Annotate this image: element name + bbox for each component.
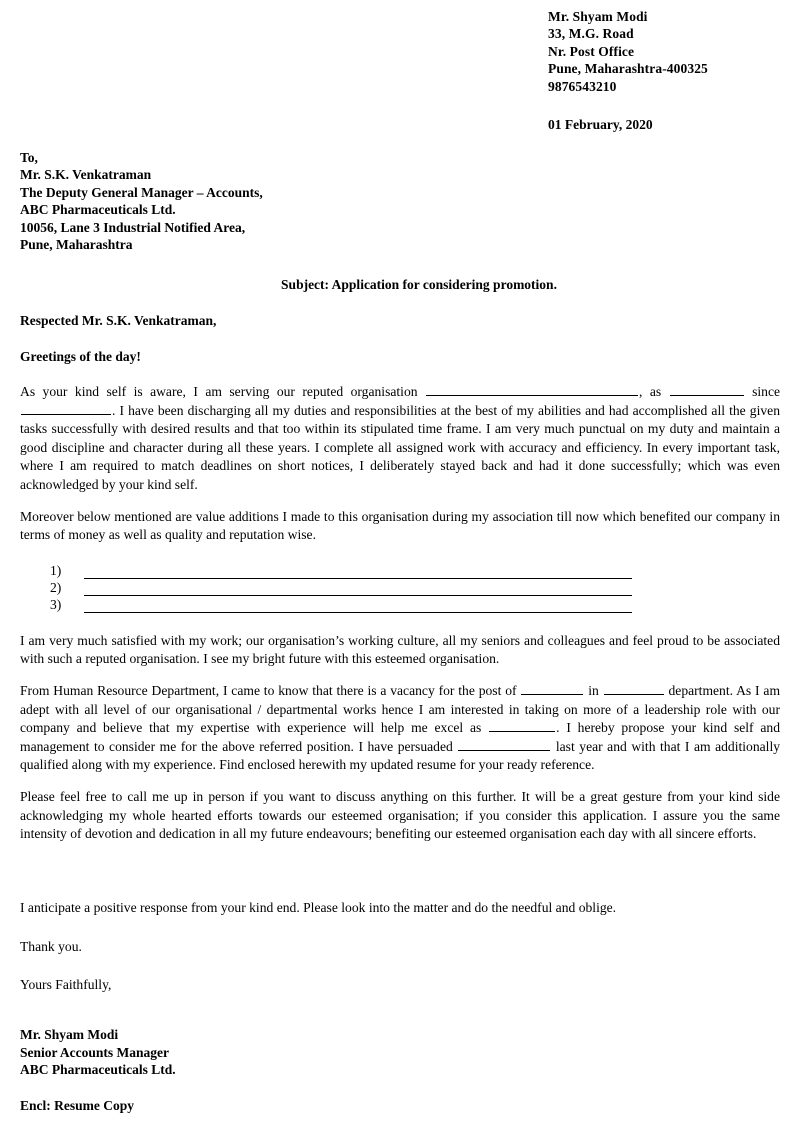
paragraph-1-text-c: since [752, 384, 781, 399]
blank-value-addition-1[interactable] [84, 567, 632, 579]
blank-post-name[interactable] [521, 682, 583, 695]
list-item-number: 3) [50, 596, 62, 612]
blank-designation[interactable] [670, 383, 744, 396]
list-item-number: 2) [50, 579, 62, 595]
signature-designation: Senior Accounts Manager [20, 1044, 169, 1060]
signature-block [20, 1026, 176, 1079]
recipient-name: Mr. S.K. Venkatraman [20, 167, 152, 183]
paragraph-4-text-e: last year and with that I am additionally qualified along with my experience. Find enclosed herewith my updated resume for your ready reference. [20, 738, 781, 773]
paragraph-4-text-a: From Human Resource Department, I came to know that there is a vacancy for the post of [20, 682, 517, 698]
enclosure-note: Encl: Resume Copy [20, 1098, 134, 1113]
paragraph-1-text-b: , as [639, 384, 662, 399]
recipient-city-state: Pune, Maharashtra [20, 237, 133, 253]
list-item [20, 579, 780, 596]
list-item [20, 596, 780, 613]
paragraph-4-text-b: in [588, 682, 599, 698]
blank-value-addition-3[interactable] [84, 601, 632, 613]
recipient-street: 10056, Lane 3 Industrial Notified Area, [20, 219, 246, 235]
value-additions-list [20, 562, 780, 613]
paragraph-4 [20, 682, 780, 775]
paragraph-2: Moreover below mentioned are value additions I made to this organisation during my association till now which benefited our company in terms of money as well as quality and reputation wise. [20, 508, 780, 543]
blank-excel-role[interactable] [489, 719, 555, 732]
closing-area [20, 899, 780, 1015]
closing-request: I anticipate a positive response from your kind end. Please look into the matter and do the needful and oblige. [20, 900, 617, 915]
paragraph-4-text-d: . I hereby propose your kind self and management to consider me for the above referred position. I have persuaded [20, 720, 781, 754]
list-item [20, 562, 780, 579]
paragraph-4-text-c: department. As I am adept with all level of our organisational / departmental works hence I am interested in taking on more of a leadership role with our company and believe that my expertise with experience will help me excel as [20, 682, 781, 736]
recipient-to-label: To, [20, 150, 38, 165]
signature-company: ABC Pharmaceuticals Ltd. [20, 1062, 176, 1078]
thank-you-line: Thank you. [20, 938, 82, 954]
sender-name: Mr. Shyam Modi [548, 9, 648, 24]
letter-date: 01 February, 2020 [548, 117, 653, 132]
paragraph-3: I am very much satisfied with my work; our organisation’s working culture, all my seniors and colleagues and feel proud to be associated with such a reputed organisation. I see my bright future with this esteemed organisation. [20, 632, 780, 667]
sender-landmark: Nr. Post Office [548, 43, 635, 59]
sender-street: 33, M.G. Road [548, 26, 634, 42]
signature-name: Mr. Shyam Modi [20, 1027, 119, 1042]
blank-department-name[interactable] [604, 682, 664, 695]
salutation: Respected Mr. S.K. Venkatraman, [20, 313, 217, 328]
blank-since-date[interactable] [21, 402, 111, 415]
paragraph-1-text-a: As your kind self is aware, I am serving our reputed organisation [20, 384, 418, 399]
subject-line: Subject: Application for considering promotion. [281, 277, 557, 292]
blank-persuaded-qualification[interactable] [458, 738, 550, 751]
valediction: Yours Faithfully, [20, 977, 112, 993]
recipient-company: ABC Pharmaceuticals Ltd. [20, 202, 176, 218]
sender-phone: 9876543210 [548, 78, 617, 94]
greeting: Greetings of the day! [20, 349, 141, 364]
paragraph-5: Please feel free to call me up in person if you want to discuss anything on this further. It will be a great gesture from your kind side acknowledging my whole hearted efforts towards our esteemed organisation; if you consider this application. I assure you the same intensity of devotion and dedication in all my future endeavours; benefiting our esteemed organisation each day with all sincere efforts. [20, 788, 780, 842]
sender-city-state-pin: Pune, Maharashtra-400325 [548, 61, 708, 77]
recipient-address-block [20, 149, 263, 253]
paragraph-1-text-d: . I have been discharging all my duties and responsibilities at the best of my abilities and had accomplished all the given tasks successfully with desired results and that too within its stipulated time frame. I am very much punctual on my duty and maintain a good discipline and character during all these years. I complete all assigned work with accuracy and efficiency. In every important task, where I am required to match deadlines on short notices, I deliberately stayed back and had it done successfully; which was even acknowledged by your kind self. [20, 402, 780, 492]
letter-body [20, 383, 780, 844]
blank-value-addition-2[interactable] [84, 584, 632, 596]
recipient-designation: The Deputy General Manager – Accounts, [20, 184, 263, 200]
sender-address-block [548, 8, 708, 95]
blank-organisation-name[interactable] [426, 383, 638, 396]
list-item-number: 1) [50, 562, 62, 578]
paragraph-1 [20, 383, 780, 495]
